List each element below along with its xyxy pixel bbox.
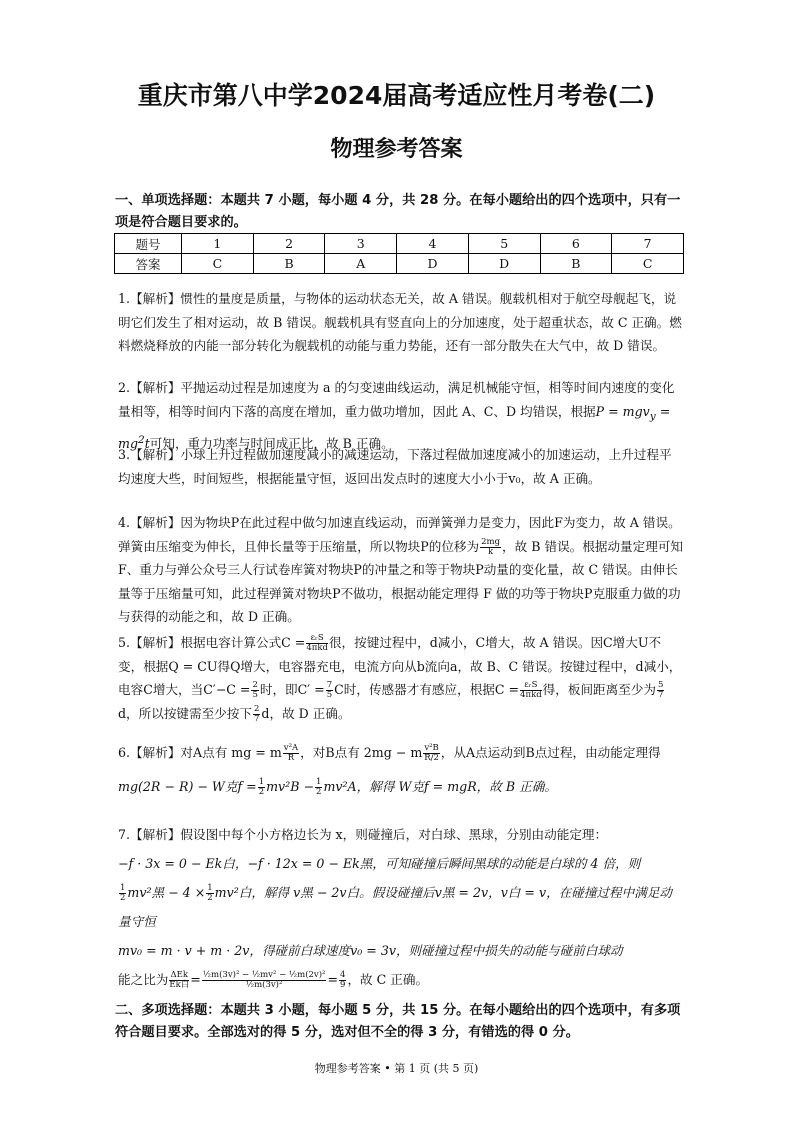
fraction: $\frac{7}{5}$ bbox=[326, 680, 333, 700]
question-1 bbox=[118, 287, 684, 358]
table-cell: B bbox=[540, 254, 612, 274]
row-label-number: 题号 bbox=[115, 234, 182, 254]
table-cell: 1 bbox=[182, 234, 254, 254]
question-text: 可知，重力功率与时间成正比，故 B 正确。 bbox=[149, 435, 394, 451]
answer-table bbox=[114, 233, 684, 274]
table-cell: C bbox=[612, 254, 684, 274]
question-number: 5. bbox=[118, 635, 131, 650]
formula: $P = mgv_y = mg^2t$ bbox=[118, 403, 671, 451]
question-7: 7.【解析】假设图中每个小方格边长为 x，则碰撞后，对白球、黑球，分别由动能定理： −f · 3x = 0 − Ek白，−f · 12x = 0 − Ek黑，可知碰撞后瞬间黑球的动能是白球的 4 倍，则 $\frac{1}{2}$ mv²黑 − 4 × $\frac{1}{2}$ mv²白，解得 v黑 − 2v白。假设碰撞后v黑 = 2v，v白 = v，在碰撞过程中满足动量守恒 mv₀ = m · v + m · 2v，得碰前白球速度v₀ = 3v，则碰撞过程中损失的动能与碰前白球动 能之比为 $\frac{\text{ΔEk}}{\text{Ek白}}$ = $\frac{\text{½m(3v)² − ½mv² − ½m(2v)²}}{\text{½m(3v)²}}$ = $\frac{4}{9}$ ，故 C 正确。 bbox=[118, 827, 673, 990]
fraction: $\frac{2}{5}$ bbox=[252, 680, 258, 700]
question-3 bbox=[118, 443, 684, 490]
row-label-answer: 答案 bbox=[115, 254, 182, 274]
fraction: $\frac{1}{2}$ bbox=[316, 777, 322, 797]
question-5: 5.【解析】根据电容计算公式C = $\frac{\text{εᵣS}}{\text{4πkd}}$ 很，按键过程中，d减小，C增大，故 A 错误。因C增大U不变，根据Q = CU得Q增大，电容器充电，电流方向从b流向a，故 B、C 错误。按键过程中，d减小，电容C增大，当C′−C = $\frac{2}{5}$ 时，即C′ = $\frac{7}{5}$ C时，传感器才有感应，根据C = $\frac{\text{εᵣS}}{\text{4πkd}}$ 得，板间距离至少为 $\frac{5}{7}$ d，所以按键需至少按下 $\frac{2}{7}$ d，故 D 正确。 bbox=[118, 633, 682, 724]
fraction: $\frac{1}{2}$ bbox=[120, 883, 126, 903]
question-number: 6. bbox=[118, 745, 131, 760]
question-text: 【解析】小球上升过程做加速度减小的减速运动，下落过程做加速度减小的加速运动，上升过程平均速度大些，时间短些，根据能量守恒，返回出发点时的速度大小小于v₀，故 A 正确。 bbox=[118, 447, 672, 486]
question-number: 2. bbox=[118, 380, 131, 395]
table-cell: 2 bbox=[253, 234, 325, 254]
table-cell: A bbox=[325, 254, 397, 274]
table-cell: 6 bbox=[540, 234, 612, 254]
section1-heading: 一、单项选择题：本题共 7 小题，每小题 4 分，共 28 分。在每小题给出的四个选项中，只有一项是符合题目要求的。 bbox=[115, 193, 681, 230]
question-6: 6.【解析】对A点有 mg = m $\frac{\text{v²A}}{R}$ ，对B点有 2mg − m $\frac{\text{v²B}}{R/2}$ ，从A点运动到B点过程，由动能定理得 mg(2R − R) − W克f = $\frac{1}{2}$ mv²B − $\frac{1}{2}$ mv²A，解得 W克f = mgR，故 B 正确。 bbox=[118, 743, 661, 797]
table-row bbox=[115, 254, 684, 274]
question-text: 【解析】惯性的量度是质量，与物体的运动状态无关，故 A 错误。舰载机相对于航空母舰起飞，说明它们发生了相对运动，故 B 错误。舰载机具有竖直向上的分加速度，处于超重状态，故 C 正确。燃料燃烧释放的内能一部分转化为舰载机的动能与重力势能，还有一部分散失在大气中，故 D 错误。 bbox=[118, 291, 682, 353]
question-text: 【解析】平抛运动过程是加速度为 a 的匀变速曲线运动，满足机械能守恒，相等时间内速度的变化量相等，相等时间内下落的高度在增加，重力做功增加，因此 A、C、D 均错误， bbox=[118, 380, 675, 419]
page-subtitle: 物理参考答案 bbox=[330, 137, 463, 162]
fraction: $\frac{\text{v²B}}{R/2}$ bbox=[424, 743, 439, 763]
table-cell: 4 bbox=[397, 234, 469, 254]
question-number: 3. bbox=[118, 447, 131, 462]
question-4 bbox=[118, 511, 684, 629]
fraction: $\frac{\text{εᵣS}}{\text{4πkd}}$ bbox=[306, 633, 328, 653]
fraction: $\frac{4}{9}$ bbox=[340, 970, 346, 990]
table-cell: 5 bbox=[468, 234, 540, 254]
fraction: $\frac{\text{v²A}}{R}$ bbox=[283, 743, 299, 763]
table-cell: D bbox=[397, 254, 469, 274]
fraction: $\frac{1}{2}$ bbox=[207, 883, 213, 903]
fraction: $\frac{\text{½m(3v)² − ½mv² − ½m(2v)²}}{\text{½m(3v)²}}$ bbox=[202, 970, 326, 990]
question-text: ，故 B 错误。根据动量定理可知F、重力与弹公众号三人行试卷库簧对物块P的冲量之和等于物块P动量的变化量，故 C 错误。由伸长量等于压缩量可知，此过程弹簧对物块P不做功，根据动能定理得 F 做的功等于物块P克服重力做的功与获得的动能之和，故 D 正确。 bbox=[118, 538, 684, 624]
fraction: $\frac{5}{7}$ bbox=[658, 680, 664, 700]
table-cell: C bbox=[182, 254, 254, 274]
fraction: $\frac{2}{7}$ bbox=[254, 703, 260, 724]
page-footer: 物理参考答案 • 第 1 页 (共 5 页) bbox=[314, 1062, 479, 1075]
fraction: $\frac{2mg}{k}$ bbox=[481, 536, 501, 557]
page-title: 重庆市第八中学2024届高考适应性月考卷(二) bbox=[137, 81, 656, 110]
fraction: $\frac{\text{εᵣS}}{\text{4πkd}}$ bbox=[520, 680, 542, 700]
table-row bbox=[115, 234, 684, 254]
section2-heading: 二、多项选择题：本题共 3 小题，每小题 5 分，共 15 分。在每小题给出的四个选项中，有多项符合题目要求。全部选对的得 5 分，选对但不全的得 3 分，有错选的得 0 分。 bbox=[115, 1003, 681, 1040]
question-text: 【解析】因为物块P在此过程中做匀加速直线运动，而弹簧弹力是变力，因此F为变力，故 A 错误。弹簧由压缩变为伸长，且伸长量等于压缩量，所以物块P的位移为 bbox=[118, 515, 681, 554]
table-cell: D bbox=[468, 254, 540, 274]
question-number: 7. bbox=[118, 827, 131, 842]
question-text: 根据 bbox=[570, 403, 596, 419]
table-cell: B bbox=[253, 254, 325, 274]
question-number: 4. bbox=[118, 515, 131, 530]
table-cell: 3 bbox=[325, 234, 397, 254]
fraction: $\frac{\text{ΔEk}}{\text{Ek白}}$ bbox=[169, 970, 190, 990]
fraction: $\frac{1}{2}$ bbox=[258, 777, 265, 797]
question-number: 1. bbox=[118, 291, 131, 306]
table-cell: 7 bbox=[612, 234, 684, 254]
